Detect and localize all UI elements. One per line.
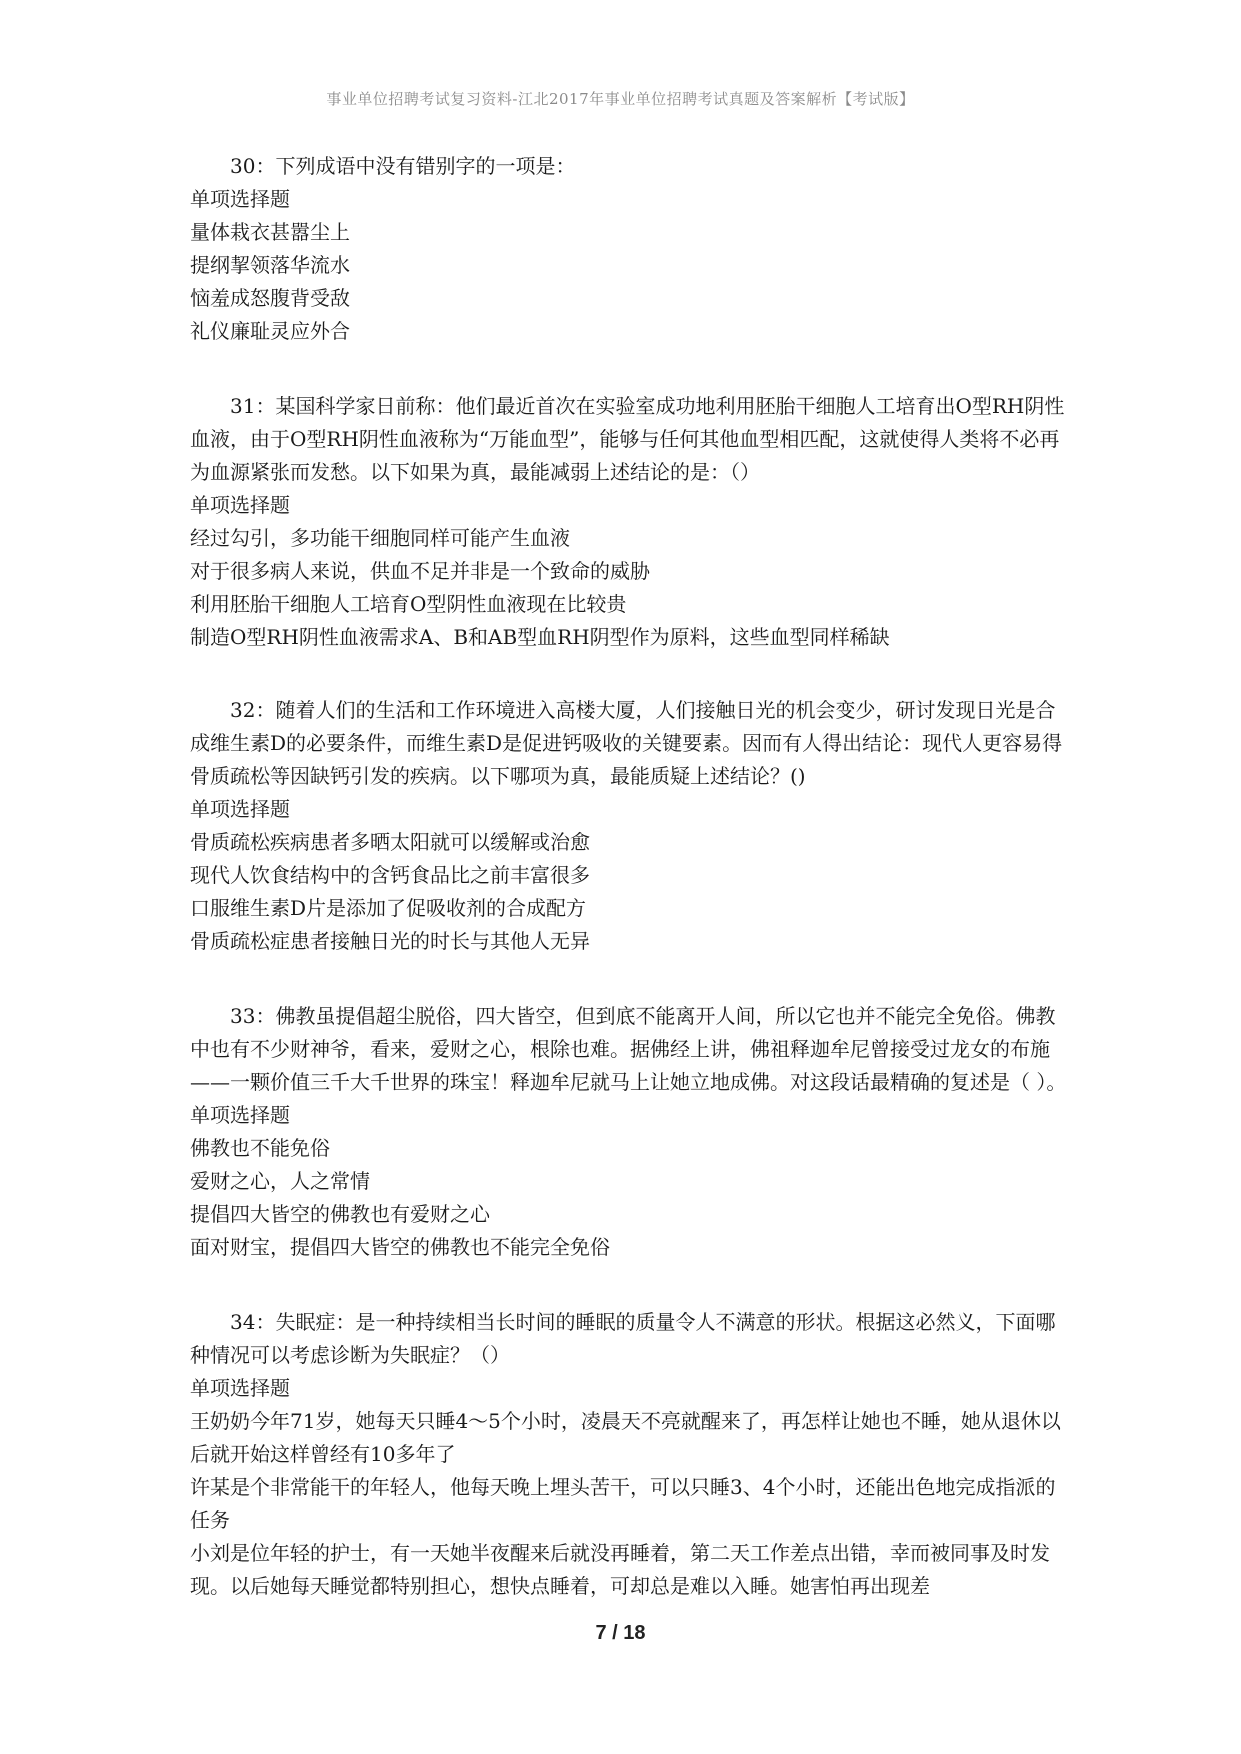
question-33 xyxy=(190,1000,1070,1264)
question-34 xyxy=(190,1306,1070,1603)
question-stem: 33：佛教虽提倡超尘脱俗，四大皆空，但到底不能离开人间，所以它也并不能完全免俗。佛教中也有不少财神爷，看来，爱财之心，根除也难。据佛经上讲，佛祖释迦牟尼曾接受过龙女的布施——一颗价值三千大千世界的珠宝！释迦牟尼就马上让她立地成佛。对这段话最精确的复述是（ ）。 xyxy=(190,1004,1067,1094)
option: 王奶奶今年71岁，她每天只睡4～5个小时，凌晨天不亮就醒来了，再怎样让她也不睡，她从退休以后就开始这样曾经有10多年了 xyxy=(190,1409,1061,1466)
question-type: 单项选择题 xyxy=(190,493,290,517)
option: 口服维生素D片是添加了促吸收剂的合成配方 xyxy=(190,896,587,920)
option: 量体栽衣甚嚣尘上 xyxy=(190,220,350,244)
question-stem: 34：失眠症：是一种持续相当长时间的睡眠的质量令人不满意的形状。根据这必然义，下面哪种情况可以考虑诊断为失眠症？（） xyxy=(190,1310,1056,1367)
option: 利用胚胎干细胞人工培育O型阴性血液现在比较贵 xyxy=(190,592,627,616)
option: 佛教也不能免俗 xyxy=(190,1136,330,1160)
option: 提倡四大皆空的佛教也有爱财之心 xyxy=(190,1202,490,1226)
document-body xyxy=(190,150,1070,1645)
option: 面对财宝，提倡四大皆空的佛教也不能完全免俗 xyxy=(190,1235,610,1259)
option: 现代人饮食结构中的含钙食品比之前丰富很多 xyxy=(190,863,590,887)
page-header: 事业单位招聘考试复习资料-江北2017年事业单位招聘考试真题及答案解析【考试版】 xyxy=(326,90,915,108)
option: 礼仪廉耻灵应外合 xyxy=(190,319,350,343)
question-stem: 30：下列成语中没有错别字的一项是： xyxy=(230,154,576,178)
option: 骨质疏松症患者接触日光的时长与其他人无异 xyxy=(190,929,590,953)
question-stem: 32：随着人们的生活和工作环境进入高楼大厦，人们接触日光的机会变少，研讨发现日光是合成维生素D的必要条件，而维生素D是促进钙吸收的关键要素。因而有人得出结论：现代人更容易得骨质疏松等因缺钙引发的疾病。以下哪项为真，最能质疑上述结论？() xyxy=(190,698,1063,788)
option: 许某是个非常能干的年轻人，他每天晚上埋头苦干，可以只睡3、4个小时，还能出色地完成指派的任务 xyxy=(190,1475,1056,1532)
question-type: 单项选择题 xyxy=(190,1376,290,1400)
option: 提纲挈领落华流水 xyxy=(190,253,350,277)
question-30 xyxy=(190,150,1070,348)
option: 爱财之心，人之常情 xyxy=(190,1169,370,1193)
question-31 xyxy=(190,390,1070,654)
question-32 xyxy=(190,694,1070,958)
option: 制造O型RH阴性血液需求A、B和AB型血RH阴型作为原料，这些血型同样稀缺 xyxy=(190,625,890,649)
option: 对于很多病人来说，供血不足并非是一个致命的威胁 xyxy=(190,559,650,583)
page-number: 7 / 18 xyxy=(595,1622,646,1644)
option: 小刘是位年轻的护士，有一天她半夜醒来后就没再睡着，第二天工作差点出错，幸而被同事及时发现。以后她每天睡觉都特别担心，想快点睡着，可却总是难以入睡。她害怕再出现差 xyxy=(190,1541,1050,1598)
question-stem: 31：某国科学家日前称：他们最近首次在实验室成功地利用胚胎干细胞人工培育出O型RH阴性血液，由于O型RH阴性血液称为“万能血型”，能够与任何其他血型相匹配，这就使得人类将不必再为血源紧张而发愁。以下如果为真，最能减弱上述结论的是：（） xyxy=(190,394,1065,484)
question-type: 单项选择题 xyxy=(190,1103,290,1127)
option: 经过勾引，多功能干细胞同样可能产生血液 xyxy=(190,526,570,550)
question-type: 单项选择题 xyxy=(190,187,290,211)
question-type: 单项选择题 xyxy=(190,797,290,821)
option: 骨质疏松疾病患者多晒太阳就可以缓解或治愈 xyxy=(190,830,590,854)
option: 恼羞成怒腹背受敌 xyxy=(190,286,350,310)
